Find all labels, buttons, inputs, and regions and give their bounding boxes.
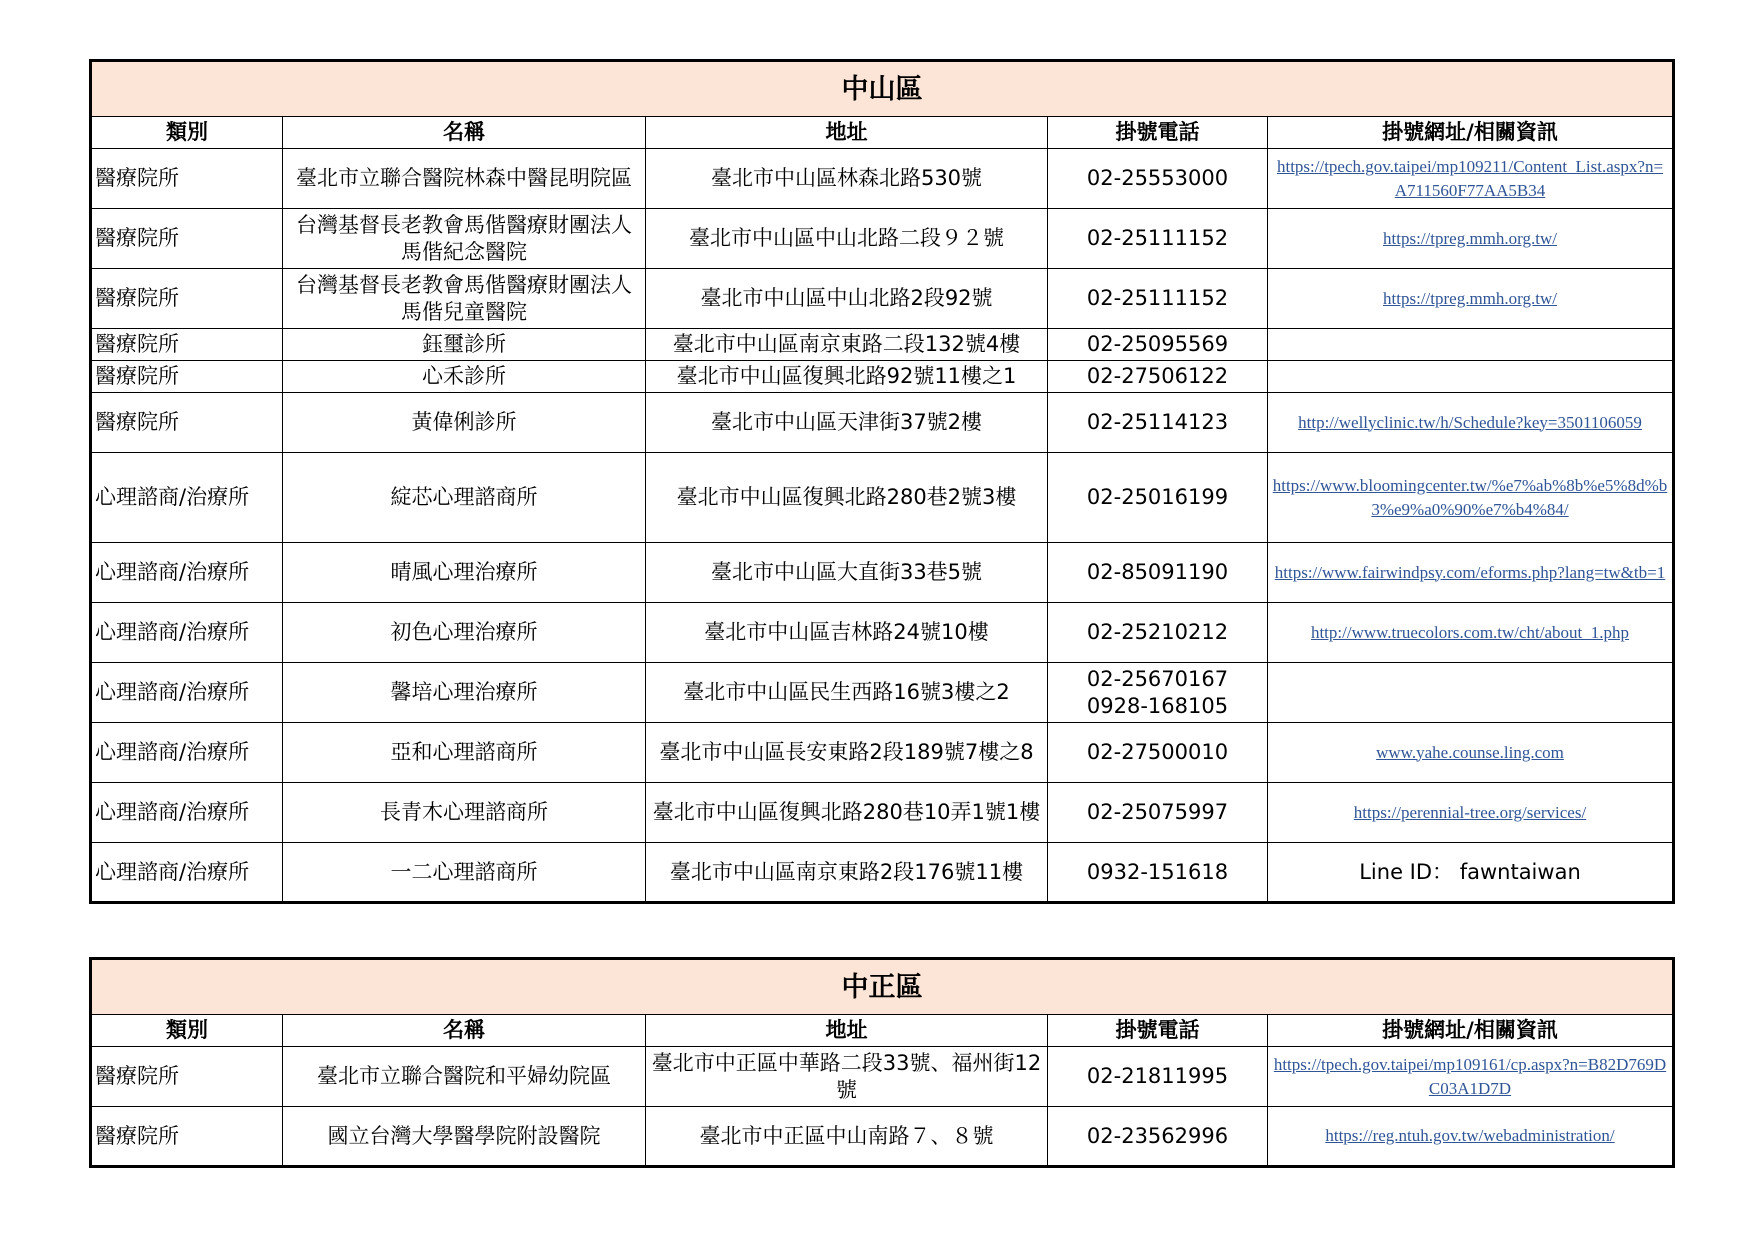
website-cell: Line ID： fawntaiwan xyxy=(1268,843,1674,903)
website-cell xyxy=(1268,663,1674,723)
table-row xyxy=(91,1047,1674,1107)
phone-cell: 02-21811995 xyxy=(1048,1047,1268,1107)
phone-cell: 02-25016199 xyxy=(1048,453,1268,543)
category-cell: 心理諮商/治療所 xyxy=(91,783,283,843)
name-cell: 台灣基督長老教會馬偕醫療財團法人馬偕紀念醫院 xyxy=(283,209,646,269)
category-cell: 心理諮商/治療所 xyxy=(91,723,283,783)
phone-cell: 02-25210212 xyxy=(1048,603,1268,663)
category-cell: 醫療院所 xyxy=(91,393,283,453)
phone-cell: 02-25095569 xyxy=(1048,329,1268,361)
phone-cell: 02-85091190 xyxy=(1048,543,1268,603)
header-address: 地址 xyxy=(646,1015,1048,1047)
table-row xyxy=(91,453,1674,543)
name-cell: 初色心理治療所 xyxy=(283,603,646,663)
header-name: 名稱 xyxy=(283,117,646,149)
name-cell: 綻芯心理諮商所 xyxy=(283,453,646,543)
address-cell: 臺北市中山區中山北路二段９２號 xyxy=(646,209,1048,269)
zhongshan-table xyxy=(89,59,1675,904)
website-cell[interactable]: https://tpreg.mmh.org.tw/ xyxy=(1268,269,1674,329)
header-name: 名稱 xyxy=(283,1015,646,1047)
table-row xyxy=(91,1107,1674,1167)
name-cell: 黃偉俐診所 xyxy=(283,393,646,453)
name-cell: 臺北市立聯合醫院和平婦幼院區 xyxy=(283,1047,646,1107)
phone-cell: 02-25670167 0928-168105 xyxy=(1048,663,1268,723)
phone-cell: 02-27500010 xyxy=(1048,723,1268,783)
table-row xyxy=(91,603,1674,663)
address-cell: 臺北市中山區中山北路2段92號 xyxy=(646,269,1048,329)
category-cell: 醫療院所 xyxy=(91,269,283,329)
table-row xyxy=(91,663,1674,723)
phone-cell: 02-25111152 xyxy=(1048,269,1268,329)
table-row xyxy=(91,329,1674,361)
name-cell: 晴風心理治療所 xyxy=(283,543,646,603)
phone-cell: 02-23562996 xyxy=(1048,1107,1268,1167)
address-cell: 臺北市中山區天津街37號2樓 xyxy=(646,393,1048,453)
address-cell: 臺北市中山區復興北路92號11樓之1 xyxy=(646,361,1048,393)
district-title: 中正區 xyxy=(91,959,1674,1015)
address-cell: 臺北市中山區大直街33巷5號 xyxy=(646,543,1048,603)
name-cell: 一二心理諮商所 xyxy=(283,843,646,903)
header-phone: 掛號電話 xyxy=(1048,117,1268,149)
zhongzheng-table xyxy=(89,957,1675,1168)
name-cell: 臺北市立聯合醫院林森中醫昆明院區 xyxy=(283,149,646,209)
header-phone: 掛號電話 xyxy=(1048,1015,1268,1047)
phone-cell: 02-25553000 xyxy=(1048,149,1268,209)
address-cell: 臺北市中山區民生西路16號3樓之2 xyxy=(646,663,1048,723)
category-cell: 醫療院所 xyxy=(91,361,283,393)
phone-cell: 02-25114123 xyxy=(1048,393,1268,453)
website-cell[interactable]: www.yahe.counse.ling.com xyxy=(1268,723,1674,783)
name-cell: 心禾診所 xyxy=(283,361,646,393)
name-cell: 長青木心理諮商所 xyxy=(283,783,646,843)
header-category: 類別 xyxy=(91,117,283,149)
website-cell[interactable]: http://www.truecolors.com.tw/cht/about_1.php xyxy=(1268,603,1674,663)
name-cell: 國立台灣大學醫學院附設醫院 xyxy=(283,1107,646,1167)
column-header-row xyxy=(91,1015,1674,1047)
phone-cell: 02-27506122 xyxy=(1048,361,1268,393)
category-cell: 醫療院所 xyxy=(91,209,283,269)
website-cell[interactable]: https://www.fairwindpsy.com/eforms.php?lang=tw&tb=1 xyxy=(1268,543,1674,603)
category-cell: 心理諮商/治療所 xyxy=(91,843,283,903)
category-cell: 心理諮商/治療所 xyxy=(91,603,283,663)
website-cell xyxy=(1268,361,1674,393)
website-cell[interactable]: https://tpech.gov.taipei/mp109211/Content_List.aspx?n=A711560F77AA5B34 xyxy=(1268,149,1674,209)
table-row xyxy=(91,723,1674,783)
phone-cell: 02-25111152 xyxy=(1048,209,1268,269)
address-cell: 臺北市中山區南京東路二段132號4樓 xyxy=(646,329,1048,361)
header-category: 類別 xyxy=(91,1015,283,1047)
category-cell: 醫療院所 xyxy=(91,149,283,209)
website-cell[interactable]: https://tpreg.mmh.org.tw/ xyxy=(1268,209,1674,269)
header-website: 掛號網址/相關資訊 xyxy=(1268,1015,1674,1047)
table-row xyxy=(91,269,1674,329)
website-cell[interactable]: https://www.bloomingcenter.tw/%e7%ab%8b%e5%8d%b3%e9%a0%90%e7%b4%84/ xyxy=(1268,453,1674,543)
table-row xyxy=(91,543,1674,603)
category-cell: 醫療院所 xyxy=(91,1047,283,1107)
address-cell: 臺北市中山區南京東路2段176號11樓 xyxy=(646,843,1048,903)
district-title: 中山區 xyxy=(91,61,1674,117)
category-cell: 醫療院所 xyxy=(91,329,283,361)
table-row xyxy=(91,783,1674,843)
phone-cell: 02-25075997 xyxy=(1048,783,1268,843)
category-cell: 心理諮商/治療所 xyxy=(91,543,283,603)
phone-cell: 0932-151618 xyxy=(1048,843,1268,903)
table-row xyxy=(91,393,1674,453)
category-cell: 醫療院所 xyxy=(91,1107,283,1167)
address-cell: 臺北市中正區中華路二段33號、福州街12號 xyxy=(646,1047,1048,1107)
table-row xyxy=(91,209,1674,269)
address-cell: 臺北市中正區中山南路７、８號 xyxy=(646,1107,1048,1167)
address-cell: 臺北市中山區長安東路2段189號7樓之8 xyxy=(646,723,1048,783)
website-cell[interactable]: https://reg.ntuh.gov.tw/webadministration/ xyxy=(1268,1107,1674,1167)
table-row xyxy=(91,361,1674,393)
address-cell: 臺北市中山區吉林路24號10樓 xyxy=(646,603,1048,663)
header-website: 掛號網址/相關資訊 xyxy=(1268,117,1674,149)
website-cell[interactable]: https://tpech.gov.taipei/mp109161/cp.aspx?n=B82D769DC03A1D7D xyxy=(1268,1047,1674,1107)
website-cell xyxy=(1268,329,1674,361)
header-address: 地址 xyxy=(646,117,1048,149)
address-cell: 臺北市中山區復興北路280巷10弄1號1樓 xyxy=(646,783,1048,843)
address-cell: 臺北市中山區復興北路280巷2號3樓 xyxy=(646,453,1048,543)
name-cell: 鈺璽診所 xyxy=(283,329,646,361)
category-cell: 心理諮商/治療所 xyxy=(91,663,283,723)
website-cell[interactable]: http://wellyclinic.tw/h/Schedule?key=3501106059 xyxy=(1268,393,1674,453)
name-cell: 亞和心理諮商所 xyxy=(283,723,646,783)
name-cell: 馨培心理治療所 xyxy=(283,663,646,723)
table-row xyxy=(91,843,1674,903)
name-cell: 台灣基督長老教會馬偕醫療財團法人馬偕兒童醫院 xyxy=(283,269,646,329)
column-header-row xyxy=(91,117,1674,149)
table-row xyxy=(91,149,1674,209)
address-cell: 臺北市中山區林森北路530號 xyxy=(646,149,1048,209)
category-cell: 心理諮商/治療所 xyxy=(91,453,283,543)
website-cell[interactable]: https://perennial-tree.org/services/ xyxy=(1268,783,1674,843)
